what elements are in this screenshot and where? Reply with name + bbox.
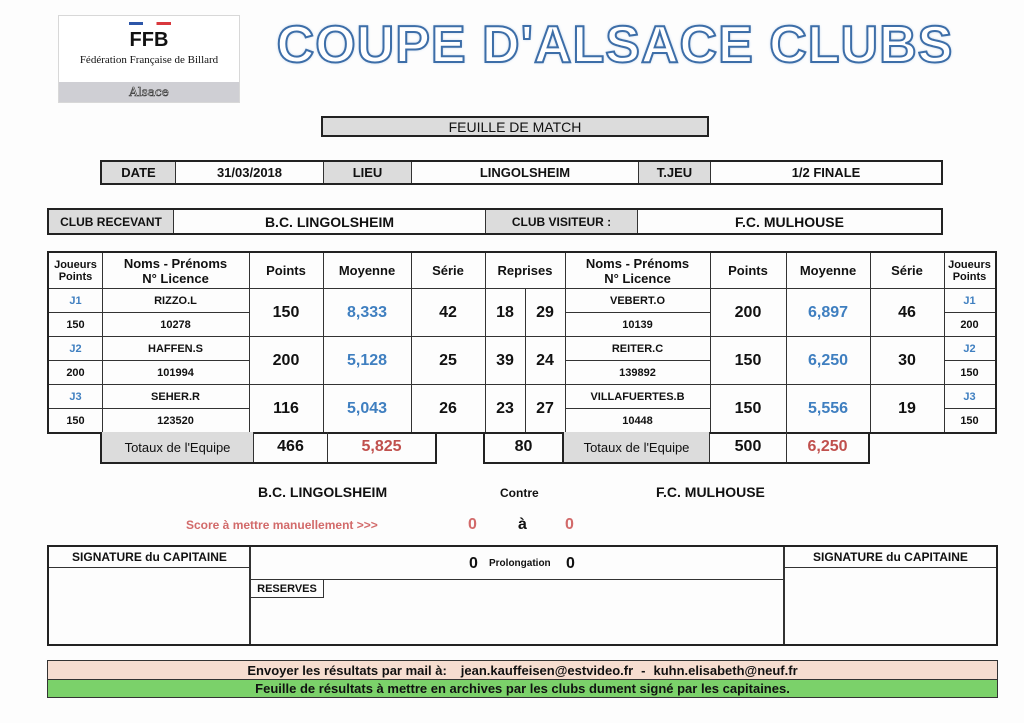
row2-home-name: HAFFEN.S bbox=[148, 342, 203, 355]
row1-home-moyenne: 8,333 bbox=[346, 303, 388, 321]
result-contre: Contre bbox=[500, 486, 539, 500]
signature-left-label: SIGNATURE du CAPITAINE bbox=[72, 550, 227, 564]
away-totals bbox=[562, 432, 870, 464]
score-separator: à bbox=[518, 516, 527, 533]
tjeu-label: T.JEU bbox=[639, 162, 710, 183]
logo-region: Alsace bbox=[59, 82, 239, 102]
row1-home-player-id: J1 bbox=[69, 294, 82, 307]
row2-away-moyenne: 6,250 bbox=[807, 351, 849, 369]
reserves-label: RESERVES bbox=[257, 582, 317, 595]
lieu-label: LIEU bbox=[324, 162, 411, 183]
row2-home-licence: 101994 bbox=[157, 366, 194, 379]
row1-reprises-home: 18 bbox=[496, 303, 514, 321]
hdr-away-noms: Noms - Prénoms N° Licence bbox=[585, 255, 690, 286]
row1-home-name: RIZZO.L bbox=[154, 294, 197, 307]
row3-away-player-id: J3 bbox=[963, 390, 976, 403]
date-value: 31/03/2018 bbox=[216, 165, 283, 180]
row1-away-serie: 46 bbox=[898, 303, 916, 321]
row3-home-moyenne: 5,043 bbox=[346, 399, 388, 417]
home-total-points: 466 bbox=[277, 438, 304, 455]
hdr-home-noms: Noms - Prénoms N° Licence bbox=[123, 255, 228, 286]
row3-home-name: SEHER.R bbox=[151, 390, 200, 403]
row3-away-moyenne: 5,556 bbox=[807, 399, 849, 417]
row3-away-serie: 19 bbox=[898, 399, 916, 417]
row1-away-name: VEBERT.O bbox=[609, 294, 665, 307]
info-row bbox=[100, 160, 943, 185]
row2-home-points: 200 bbox=[272, 351, 300, 369]
hdr-away-joueurs: Joueurs Points bbox=[948, 258, 991, 283]
row2-away-player-id: J2 bbox=[963, 342, 976, 355]
row1-reprises-away: 29 bbox=[536, 303, 554, 321]
away-club-name: F.C. MULHOUSE bbox=[735, 213, 844, 230]
hdr-away-serie: Série bbox=[891, 263, 923, 278]
row3-reprises-away: 27 bbox=[536, 399, 554, 417]
row1-home-player-points: 150 bbox=[66, 318, 85, 331]
signature-left-field[interactable] bbox=[51, 569, 247, 644]
row3-reprises-home: 23 bbox=[496, 399, 514, 417]
row3-home-player-points: 150 bbox=[66, 414, 85, 427]
row2-home-serie: 25 bbox=[439, 351, 457, 369]
row1-away-moyenne: 6,897 bbox=[807, 303, 849, 321]
footer-mail-label: Envoyer les résultats par mail à: bbox=[247, 662, 447, 678]
score-home[interactable]: 0 bbox=[468, 516, 477, 533]
row3-home-serie: 26 bbox=[439, 399, 457, 417]
date-label: DATE bbox=[102, 162, 175, 183]
page-title: COUPE D'ALSACE CLUBS bbox=[276, 16, 954, 74]
result-home-club: B.C. LINGOLSHEIM bbox=[258, 484, 388, 500]
footer-archive-line: Feuille de résultats à mettre en archives par les clubs dument signé par les capitaines. bbox=[47, 679, 998, 698]
footer-mail-line bbox=[47, 660, 998, 679]
row3-away-licence: 10448 bbox=[622, 414, 653, 427]
away-club-label: CLUB VISITEUR : bbox=[486, 210, 637, 233]
prolongation-home[interactable]: 0 bbox=[469, 555, 478, 572]
row1-home-licence: 10278 bbox=[160, 318, 191, 331]
hdr-home-moyenne: Moyenne bbox=[338, 263, 396, 278]
hdr-home-joueurs: Joueurs Points bbox=[54, 258, 97, 283]
away-total-points: 500 bbox=[734, 438, 762, 455]
hdr-away-moyenne: Moyenne bbox=[799, 263, 857, 278]
row2-home-player-id: J2 bbox=[69, 342, 82, 355]
row2-away-serie: 30 bbox=[898, 351, 916, 369]
footer-separator: - bbox=[641, 662, 646, 678]
reserves-field[interactable] bbox=[252, 599, 781, 644]
footer-email-2[interactable]: kuhn.elisabeth@neuf.fr bbox=[653, 662, 798, 678]
row1-away-licence: 10139 bbox=[622, 318, 653, 331]
prolongation-label: Prolongation bbox=[489, 558, 551, 569]
row2-reprises-away: 24 bbox=[536, 351, 554, 369]
manual-score-label: Score à mettre manuellement >>> bbox=[186, 518, 378, 532]
total-reprises: 80 bbox=[483, 432, 564, 464]
row1-away-player-id: J1 bbox=[963, 294, 976, 307]
match-table bbox=[47, 251, 997, 434]
away-total-moyenne: 6,250 bbox=[807, 438, 848, 455]
tjeu-value: 1/2 FINALE bbox=[791, 165, 861, 180]
row2-away-points: 150 bbox=[734, 351, 762, 369]
hdr-reprises: Reprises bbox=[497, 263, 553, 278]
french-flag-icon bbox=[129, 22, 171, 25]
signature-right-field[interactable] bbox=[788, 569, 994, 644]
home-total-moyenne: 5,825 bbox=[361, 438, 402, 455]
home-totals-label: Totaux de l'Equipe bbox=[102, 432, 253, 462]
row3-home-player-id: J3 bbox=[69, 390, 82, 403]
home-club-label: CLUB RECEVANT bbox=[49, 210, 173, 233]
ffb-logo bbox=[58, 15, 240, 103]
row2-home-player-points: 200 bbox=[66, 366, 85, 379]
row3-away-player-points: 150 bbox=[960, 414, 979, 427]
row2-reprises-home: 39 bbox=[496, 351, 514, 369]
hdr-home-serie: Série bbox=[432, 263, 464, 278]
signature-right-label: SIGNATURE du CAPITAINE bbox=[813, 550, 968, 564]
logo-abbr: FFB bbox=[129, 29, 169, 51]
clubs-row bbox=[47, 208, 943, 235]
result-away-club: F.C. MULHOUSE bbox=[656, 484, 765, 500]
row1-home-points: 150 bbox=[272, 303, 300, 321]
home-club-name: B.C. LINGOLSHEIM bbox=[264, 213, 395, 230]
hdr-away-points: Points bbox=[728, 263, 768, 278]
row1-away-player-points: 200 bbox=[960, 318, 979, 331]
row2-away-player-points: 150 bbox=[960, 366, 979, 379]
row3-home-licence: 123520 bbox=[157, 414, 194, 427]
sheet-title: FEUILLE DE MATCH bbox=[321, 116, 709, 137]
logo-federation: Fédération Française de Billard bbox=[79, 54, 219, 66]
home-totals bbox=[100, 432, 437, 464]
row1-home-serie: 42 bbox=[439, 303, 457, 321]
row2-home-moyenne: 5,128 bbox=[346, 351, 388, 369]
row2-away-name: REITER.C bbox=[611, 342, 664, 355]
away-totals-label: Totaux de l'Equipe bbox=[564, 432, 709, 462]
row1-away-points: 200 bbox=[734, 303, 762, 321]
prolongation-away[interactable]: 0 bbox=[566, 555, 575, 572]
lieu-value: LINGOLSHEIM bbox=[479, 165, 571, 180]
row3-away-name: VILLAFUERTES.B bbox=[590, 390, 685, 403]
hdr-home-points: Points bbox=[266, 263, 306, 278]
row3-away-points: 150 bbox=[734, 399, 762, 417]
footer-email-1[interactable]: jean.kauffeisen@estvideo.fr bbox=[460, 662, 634, 678]
row2-away-licence: 139892 bbox=[619, 366, 656, 379]
row3-home-points: 116 bbox=[273, 399, 299, 417]
score-away[interactable]: 0 bbox=[565, 516, 574, 533]
